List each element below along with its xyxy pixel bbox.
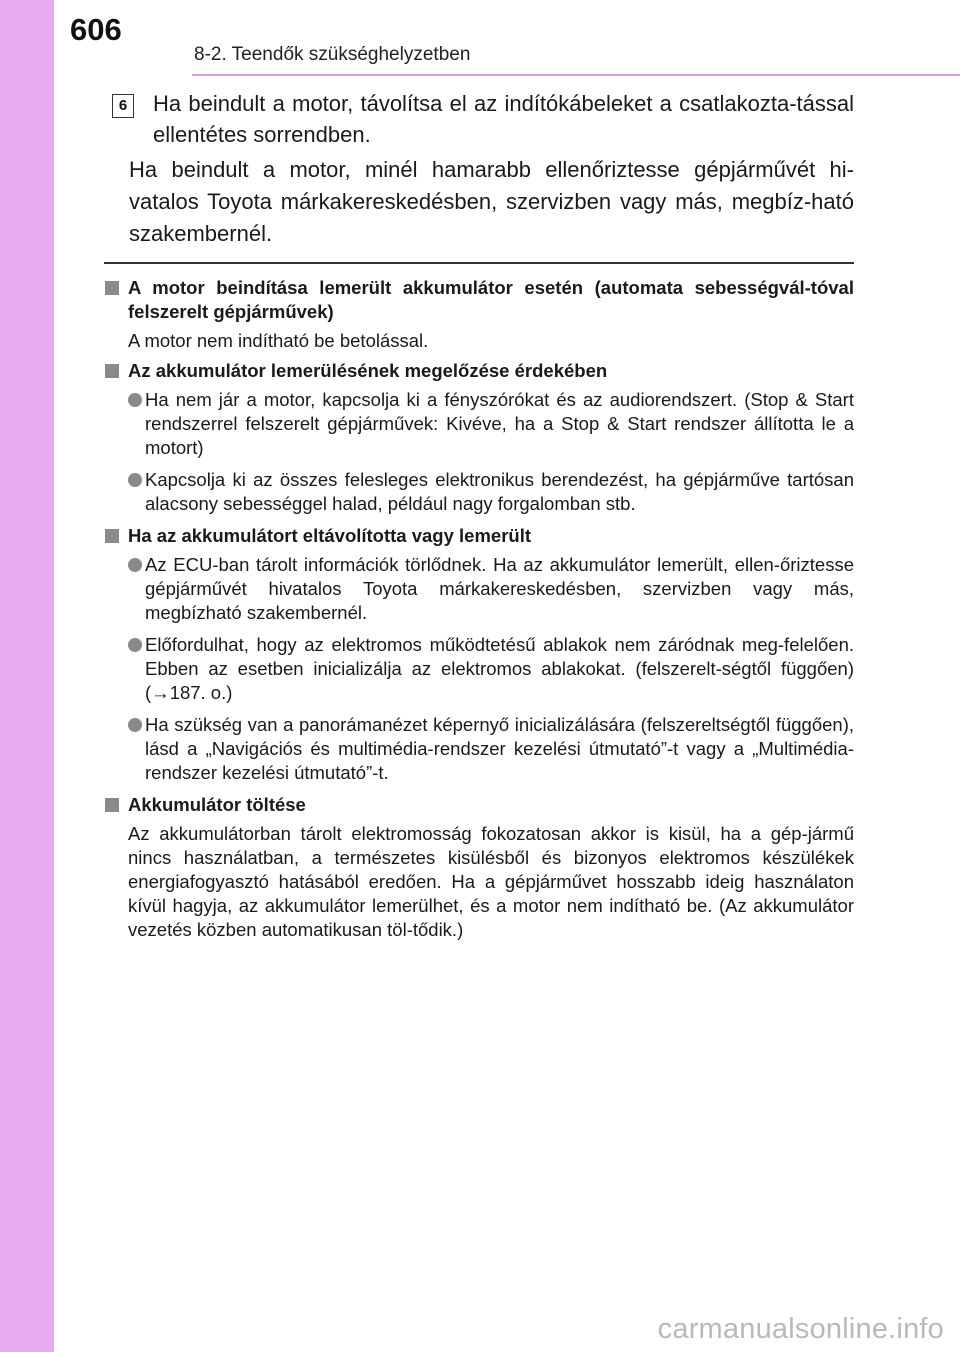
side-color-strip xyxy=(0,0,54,1352)
circle-bullet-icon xyxy=(128,393,142,407)
list-item-text: Előfordulhat, hogy az elektromos működtetésű ablakok nem záródnak meg-felelően. Ebben az esetben inicializálja az elektromos ablakokat. (felszerelt-ségtől függően) (→187. o.) xyxy=(145,634,854,703)
watermark: carmanualsonline.info xyxy=(657,1313,944,1345)
section-divider xyxy=(104,262,854,264)
header-rule xyxy=(192,74,960,76)
circle-bullet-icon xyxy=(128,558,142,572)
step-text: Ha beindult a motor, távolítsa el az indítókábeleket a csatlakozta-tással ellentétes sorrendben. xyxy=(153,91,854,147)
step-note: Ha beindult a motor, minél hamarabb ellenőriztesse gépjárművét hi-vatalos Toyota márkakereskedésben, szervizben vagy más, megbíz-ható szakembernél. xyxy=(129,157,854,246)
circle-bullet-icon xyxy=(128,638,142,652)
list-item-text: Ha nem jár a motor, kapcsolja ki a fényszórókat és az audiorendszert. (Stop & Start rendszerrel felszerelt gépjárművek: Kivéve, ha a Stop & Start rendszer állította le a motort) xyxy=(145,389,854,458)
list-item xyxy=(104,713,854,785)
section-heading-text: Az akkumulátor lemerülésének megelőzése érdekében xyxy=(128,360,608,381)
page-header xyxy=(54,0,960,75)
list-item xyxy=(104,388,854,460)
note-section-prevent-discharge xyxy=(104,359,854,516)
section-heading xyxy=(104,359,854,383)
list-item-text: Az ECU-ban tárolt információk törlődnek. Ha az akkumulátor lemerült, ellen-őriztesse gépjárművét hivatalos Toyota márkakereskedésben, szervizben vagy más, megbízható szakembernél. xyxy=(145,554,854,623)
note-section-jump-start xyxy=(104,276,854,353)
section-heading-text: Ha az akkumulátort eltávolította vagy lemerült xyxy=(128,525,532,546)
section-paragraph: Az akkumulátorban tárolt elektromosság fokozatosan akkor is kisül, ha a gép-jármű nincs használatban, a természetes kisülésből és bizonyos elektromos készülékek energiafogyasztó hatásából eredően. Ha a gépjárművet hosszabb ideig használaton kívül hagyja, az akkumulátor lemerülhet, és a motor nem indítható be. (Az akkumulátor vezetés közben automatikusan töl-tődik.) xyxy=(128,823,854,940)
square-bullet-icon xyxy=(105,798,119,812)
square-bullet-icon xyxy=(105,529,119,543)
circle-bullet-icon xyxy=(128,718,142,732)
step-number-box: 6 xyxy=(112,94,134,118)
section-heading xyxy=(104,793,854,817)
section-heading-text: Akkumulátor töltése xyxy=(128,794,306,815)
circle-bullet-icon xyxy=(128,473,142,487)
list-item-text: Ha szükség van a panorámanézet képernyő inicializálására (felszereltségtől függően), lásd a „Navigációs és multimédia-rendszer kezelési útmutató”-t vagy a „Multimédia-rendszer kezelési útmutató”-t. xyxy=(145,714,854,783)
list-item xyxy=(104,633,854,705)
section-paragraph: A motor nem indítható be betolással. xyxy=(128,330,429,351)
section-title: 8-2. Teendők szükséghelyzetben xyxy=(194,44,471,65)
square-bullet-icon xyxy=(105,364,119,378)
note-section-charging xyxy=(104,793,854,942)
section-heading-text: A motor beindítása lemerült akkumulátor esetén (automata sebességvál-tóval felszerelt gépjárművek) xyxy=(128,277,854,322)
list-item xyxy=(104,553,854,625)
notes-content xyxy=(104,276,854,948)
square-bullet-icon xyxy=(105,281,119,295)
list-item xyxy=(104,468,854,516)
page-number: 606 xyxy=(70,12,122,47)
list-item-text: Kapcsolja ki az összes felesleges elektronikus berendezést, ha gépjárműve tartósan alacsony sebességgel halad, például nagy forgalomban stb. xyxy=(145,469,854,514)
section-heading xyxy=(104,524,854,548)
section-heading xyxy=(104,276,854,324)
note-section-battery-removed xyxy=(104,524,854,785)
